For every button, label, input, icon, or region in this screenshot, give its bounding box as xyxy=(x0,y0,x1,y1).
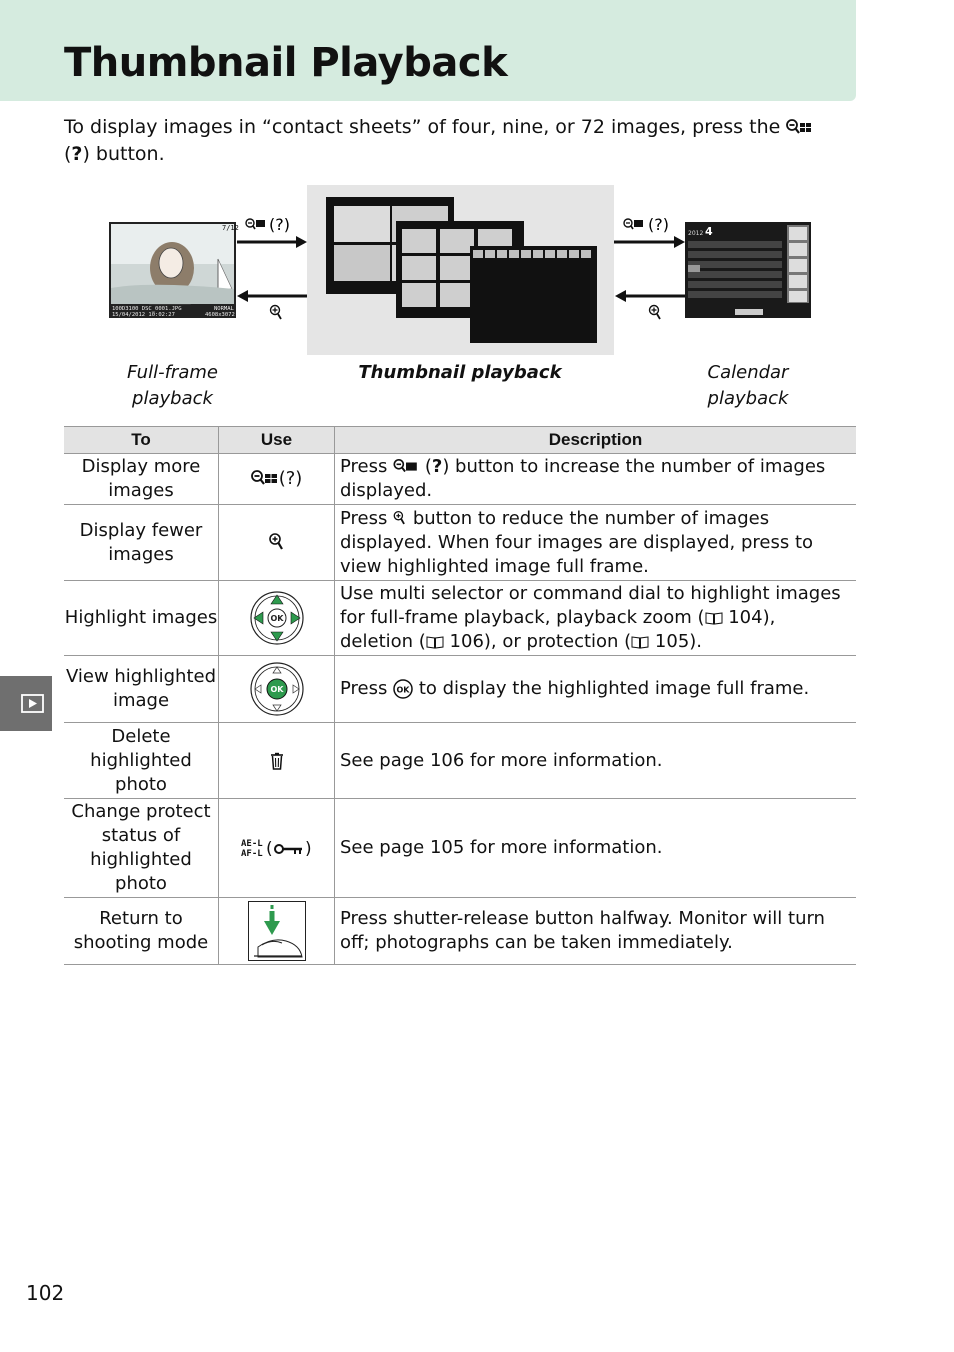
trash-icon xyxy=(270,752,284,770)
caption-full-frame: Full-frame playback xyxy=(127,362,218,409)
svg-text:15/04/2012 10:02:27: 15/04/2012 10:02:27 xyxy=(112,312,175,318)
svg-text:OK: OK xyxy=(396,685,410,695)
row-description: Press OK to display the highlighted image full frame. xyxy=(335,656,857,723)
row-use xyxy=(219,581,335,656)
left-zoom-in-label xyxy=(271,306,282,320)
caption-calendar: Calendar playback xyxy=(707,362,789,409)
svg-text:4: 4 xyxy=(705,225,713,238)
row-to: Highlight images xyxy=(64,581,219,656)
svg-text:100D3100 DSC_0001.JPG: 100D3100 DSC_0001.JPG xyxy=(112,306,182,312)
ok-button-icon xyxy=(249,661,305,717)
svg-text:OK: OK xyxy=(270,614,283,623)
table-row xyxy=(64,656,856,723)
zoom-in-icon xyxy=(269,532,285,554)
row-description: See page 106 for more information. xyxy=(335,723,857,799)
header-description: Description xyxy=(335,427,857,454)
row-to: Return to shooting mode xyxy=(64,898,219,965)
row-description: Press (?) button to increase the number of images displayed. xyxy=(335,454,857,505)
right-zoom-in-label xyxy=(650,306,661,320)
shutter-release-icon xyxy=(248,901,306,961)
book-reference-icon xyxy=(705,611,723,625)
zoom-in-icon xyxy=(393,510,407,528)
book-reference-icon xyxy=(426,635,444,649)
row-to: Delete highlighted photo xyxy=(64,723,219,799)
thumbnail-zoom-out-icon xyxy=(786,118,812,138)
row-to: Display more images xyxy=(64,454,219,505)
intro-paragraph: To display images in “contact sheets” of four, nine, or 72 images, press the (?) button. xyxy=(64,114,844,168)
right-zoom-out-label xyxy=(624,215,669,234)
row-description: Press button to reduce the number of images displayed. When four images are displayed, press to view highlighted image full frame. xyxy=(335,505,857,581)
table-row xyxy=(64,581,856,656)
playback-section-tab xyxy=(0,676,52,731)
playback-icon xyxy=(0,676,52,731)
row-to: Change protect status of highlighted photo xyxy=(64,799,219,898)
svg-text:): ) xyxy=(304,839,312,859)
row-to: View highlighted image xyxy=(64,656,219,723)
svg-text:(: ( xyxy=(265,839,273,859)
table-row xyxy=(64,454,856,505)
page-number: 102 xyxy=(26,1281,65,1305)
book-reference-icon xyxy=(631,635,649,649)
svg-text:NORMAL: NORMAL xyxy=(214,306,234,312)
ok-icon xyxy=(393,679,413,699)
svg-text:(?): (?) xyxy=(269,215,290,234)
table-row xyxy=(64,505,856,581)
svg-text:4608x3072: 4608x3072 xyxy=(205,312,235,318)
full-frame-screen xyxy=(109,222,239,318)
controls-table xyxy=(64,426,856,965)
row-use xyxy=(219,898,335,965)
table-header xyxy=(64,427,856,454)
svg-text:(?): (?) xyxy=(648,215,669,234)
thumbnail-zoom-out-icon xyxy=(251,469,279,489)
ae-l-af-l-protect-icon xyxy=(241,836,313,860)
svg-text:AF-L: AF-L xyxy=(240,849,263,859)
row-description: Press shutter-release button halfway. Monitor will turn off; photographs can be taken immediately. xyxy=(335,898,857,965)
row-use: (?) xyxy=(219,454,335,505)
row-description: See page 105 for more information. xyxy=(335,799,857,898)
svg-text:OK: OK xyxy=(270,685,283,694)
row-use xyxy=(219,799,335,898)
thumbnail-zoom-out-icon xyxy=(393,458,419,476)
row-use xyxy=(219,505,335,581)
table-row xyxy=(64,898,856,965)
calendar-screen xyxy=(685,222,811,318)
playback-figure xyxy=(0,185,860,425)
header-use: Use xyxy=(219,427,335,454)
svg-text:2012: 2012 xyxy=(688,230,704,237)
multi-selector-icon xyxy=(249,590,305,646)
caption-thumbnail: Thumbnail playback xyxy=(358,362,562,383)
svg-text:AE-L: AE-L xyxy=(240,839,263,849)
page-title: Thumbnail Playback xyxy=(64,40,508,86)
row-description: Use multi selector or command dial to highlight images for full-frame playback, playback zoom ( 104), deletion ( 106), or protection ( 105). xyxy=(335,581,857,656)
row-use xyxy=(219,656,335,723)
header-to: To xyxy=(64,427,219,454)
svg-text:7/12: 7/12 xyxy=(222,224,239,232)
table-row xyxy=(64,723,856,799)
table-row xyxy=(64,799,856,898)
row-use xyxy=(219,723,335,799)
row-to: Display fewer images xyxy=(64,505,219,581)
left-zoom-out-label xyxy=(246,215,290,234)
